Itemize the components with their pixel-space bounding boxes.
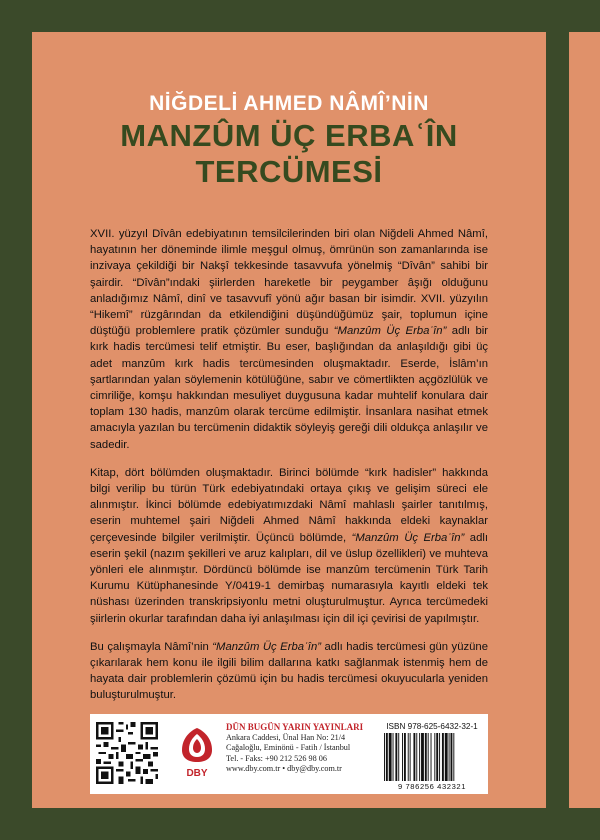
work-title-italic: “Manzûm Üç Erbaʿîn” (333, 325, 447, 338)
isbn-digits: 9 786256 432321 (397, 782, 467, 791)
blurb-paragraph-1: XVII. yüzyıl Dîvân edebiyatının temsilcilerinden biri olan Niğdeli Ahmed Nâmî, hayatının her döneminde ilimle meşgul olmuş, ömrünün son zamanlarında ise inzivaya çekildiği bir Nakşî tekkesinde tasavvufa yönelmiş “Dîvân” sahibi bir şairdir. “Dîvân”ındaki şiirlerden hareketle bir peygamber âşığı olduğunu anladığımız Nâmî, dinî ve tasavvufî yönü ağır basan bir isimdir. XVII. yüzyılın “Hikemî” rüzgârından da etkilendiğini düşündüğümüz şair, toplumun içine düştüğü problemlere pratik çözümler sunduğu “Manzûm Üç Erbaʿîn” adlı bir kırk hadis tercümesi telif etmiştir. Bu eser, başlığından da anlaşıldığı gibi üç adet manzûm kırk hadis tercümesinden oluşmaktadır. Eserde, İslâm’ın şartlarından yalan söylemenin kötülüğüne, sabır ve cömertlikten açgözlülük ve cimriliğe, komşu hakkından mesuliyet duygusuna kadar muhtelif konulara dair toplam 130 hadis, manzûm olarak tercüme edilmiştir. İnsanlara nasihat etmek amacıyla yazılan bu tercümenin didaktik söyleyiş gereği dili oldukça anlaşılır ve sadedir. (90, 228, 488, 451)
work-title-italic: “Manzûm Üç Erbaʿîn” (212, 640, 321, 653)
publisher-logo-icon (174, 724, 220, 784)
next-page-edge (569, 32, 600, 808)
publisher-footer (90, 714, 488, 794)
barcode-icon (382, 733, 482, 781)
book-title-line1: MANZÛM ÜÇ ERBAʿÎN (120, 118, 458, 153)
publisher-web: www.dby.com.tr • dby@dby.com.tr (226, 763, 342, 773)
book-title-line2: TERCÜMESİ (195, 154, 383, 189)
author-supertitle: NİĞDELİ AHMED NÂMÎ’NİN (149, 92, 429, 115)
publisher-address-line2: Cağaloğlu, Eminönü - Fatih / İstanbul (226, 743, 351, 753)
qr-code-icon (96, 722, 158, 784)
isbn-block (382, 722, 482, 791)
publisher-logo-text: DBY (186, 768, 208, 779)
work-title-italic: “Manzûm Üç Erbaʿîn” (351, 531, 465, 544)
publisher-phone: Tel. - Faks: +90 212 526 98 06 (226, 753, 327, 763)
publisher-name: DÜN BUGÜN YARIN YAYINLARI (226, 722, 364, 732)
publisher-info (226, 722, 363, 774)
blurb-text (90, 226, 488, 716)
publisher-address-line1: Ankara Caddesi, Ünal Han No: 21/4 (226, 733, 346, 743)
isbn-label: ISBN 978-625-6432-32-1 (386, 722, 478, 731)
blurb-paragraph-3: Bu çalışmayla Nâmî’nin “Manzûm Üç Erbaʿîn” adlı hadis tercümesi gün yüzüne çıkarılarak hem konu ile ilgili bilim dallarına katkı sağlanmak istenmiş hem de hayata dair problemlerin çözümü için bu hadis tercümesi okuyucularla yeniden buluşturulmuştur. (90, 640, 488, 702)
blurb-paragraph-2: Kitap, dört bölümden oluşmaktadır. Birinci bölümde “kırk hadisler” hakkında bilgi verilip bu türün Türk edebiyatındaki ortaya çıkış ve gelişim süreci ele alınmıştır. İkinci bölümde edebiyatımızdaki Nâmî mahlaslı şairler tanıtılmış, eserin muhtemel şairi Niğdeli Ahmed Nâmî hakkında eldeki kaynaklar çerçevesinde bilgiler verilmiştir. Üçüncü bölümde, “Manzûm Üç Erbaʿîn” adlı eserin şekil (nazım şekilleri ve aruz kalıpları, dil ve üslup özellikleri) ve muhteva yönleri ele alınmıştır. Dördüncü bölümde ise manzûm tercümenin Türk Tarih Kurumu Kütüphanesinde Y/0419-1 demirbaş numarasıyla kayıtlı eldeki tek nüshası üzerinden transkripsiyonlu metni oluşturulmuştur. Ayrıca tercümedeki şiirlerin okurlar tarafından daha iyi anlaşılması için dil içi çevirisi de yapılmıştır. (90, 466, 488, 625)
back-cover (32, 32, 546, 808)
